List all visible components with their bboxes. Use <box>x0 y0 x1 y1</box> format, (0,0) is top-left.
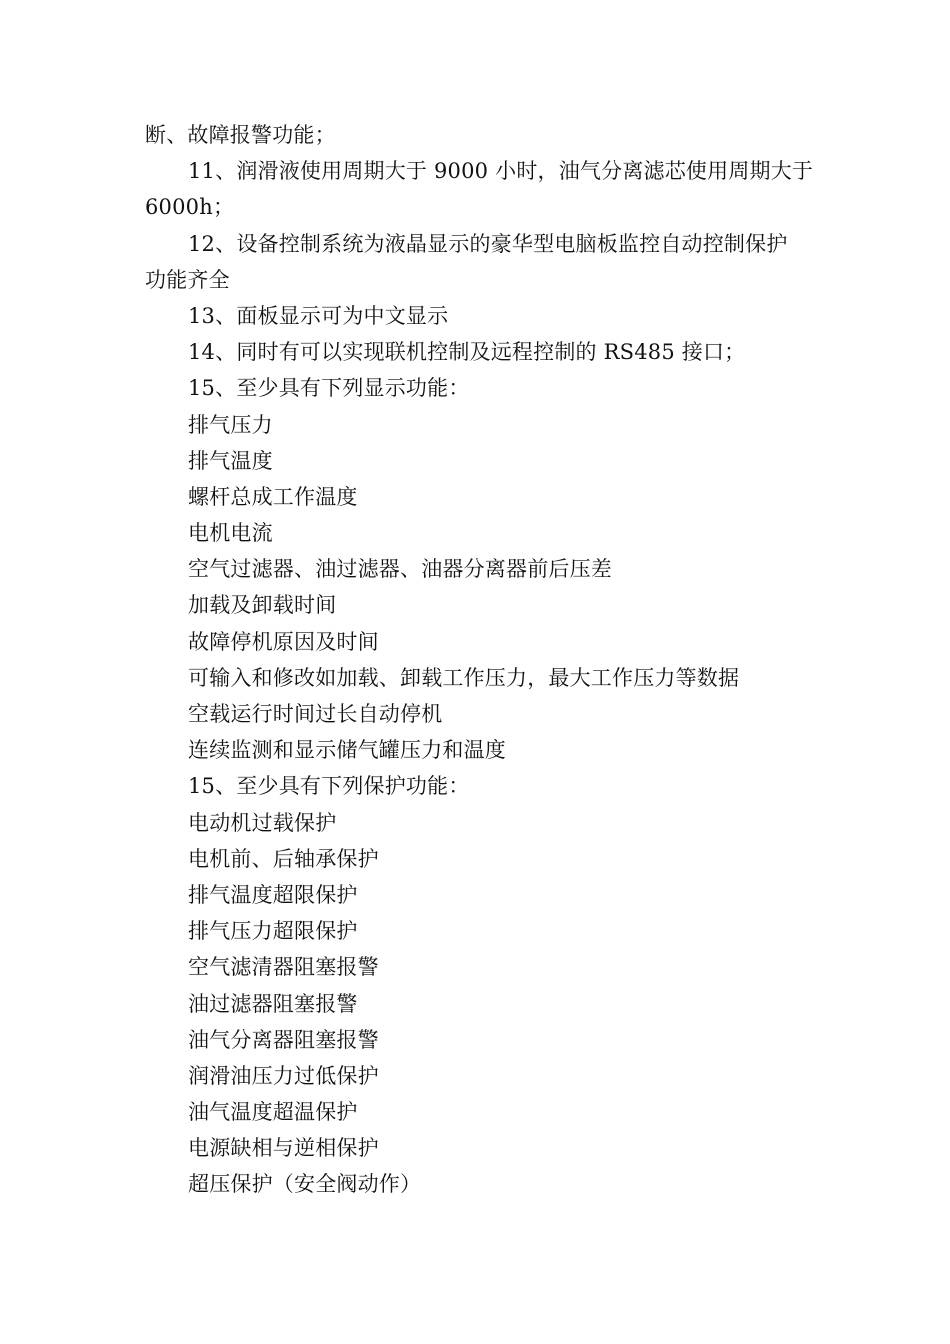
list-item: 电源缺相与逆相保护 <box>188 1136 379 1161</box>
text-line: 14、同时有可以实现联机控制及远程控制的 RS485 接口； <box>188 340 746 365</box>
list-item: 加载及卸载时间 <box>188 593 337 618</box>
list-item: 电动机过载保护 <box>188 810 337 835</box>
text-line: 断、故障报警功能； <box>145 123 336 147</box>
text-line: 12、设备控制系统为液晶显示的豪华型电脑板监控自动控制保护 <box>188 231 788 256</box>
list-item: 可输入和修改如加载、卸载工作压力，最大工作压力等数据 <box>188 665 740 690</box>
list-item: 油过滤器阻塞报警 <box>188 991 358 1016</box>
list-item: 排气温度超限保护 <box>188 882 358 907</box>
list-item: 润滑油压力过低保护 <box>188 1063 379 1088</box>
list-item: 排气压力 <box>188 412 273 437</box>
list-item: 故障停机原因及时间 <box>188 629 379 654</box>
list-item: 电机电流 <box>188 521 273 546</box>
list-item: 排气压力超限保护 <box>188 919 358 944</box>
section-heading: 15、至少具有下列保护功能： <box>188 774 470 799</box>
list-item: 超压保护（安全阀动作） <box>188 1172 422 1197</box>
list-item: 螺杆总成工作温度 <box>188 484 358 509</box>
text-line: 13、面板显示可为中文显示 <box>188 303 449 328</box>
list-item: 连续监测和显示储气罐压力和温度 <box>188 738 506 763</box>
document-body <box>145 117 815 1203</box>
list-item: 空气过滤器、油过滤器、油器分离器前后压差 <box>188 557 612 582</box>
list-item: 空载运行时间过长自动停机 <box>188 702 443 726</box>
list-item: 油气温度超温保护 <box>188 1100 358 1125</box>
list-item: 空气滤清器阻塞报警 <box>188 955 379 980</box>
text-line: 11、润滑液使用周期大于 9000 小时，油气分离滤芯使用周期大于 <box>188 159 814 184</box>
text-line: 6000h； <box>145 195 235 220</box>
list-item: 排气温度 <box>188 448 273 473</box>
text-line: 功能齐全 <box>145 267 230 292</box>
list-item: 油气分离器阻塞报警 <box>188 1027 379 1052</box>
list-item: 电机前、后轴承保护 <box>188 846 379 871</box>
section-heading: 15、至少具有下列显示功能： <box>188 376 470 401</box>
